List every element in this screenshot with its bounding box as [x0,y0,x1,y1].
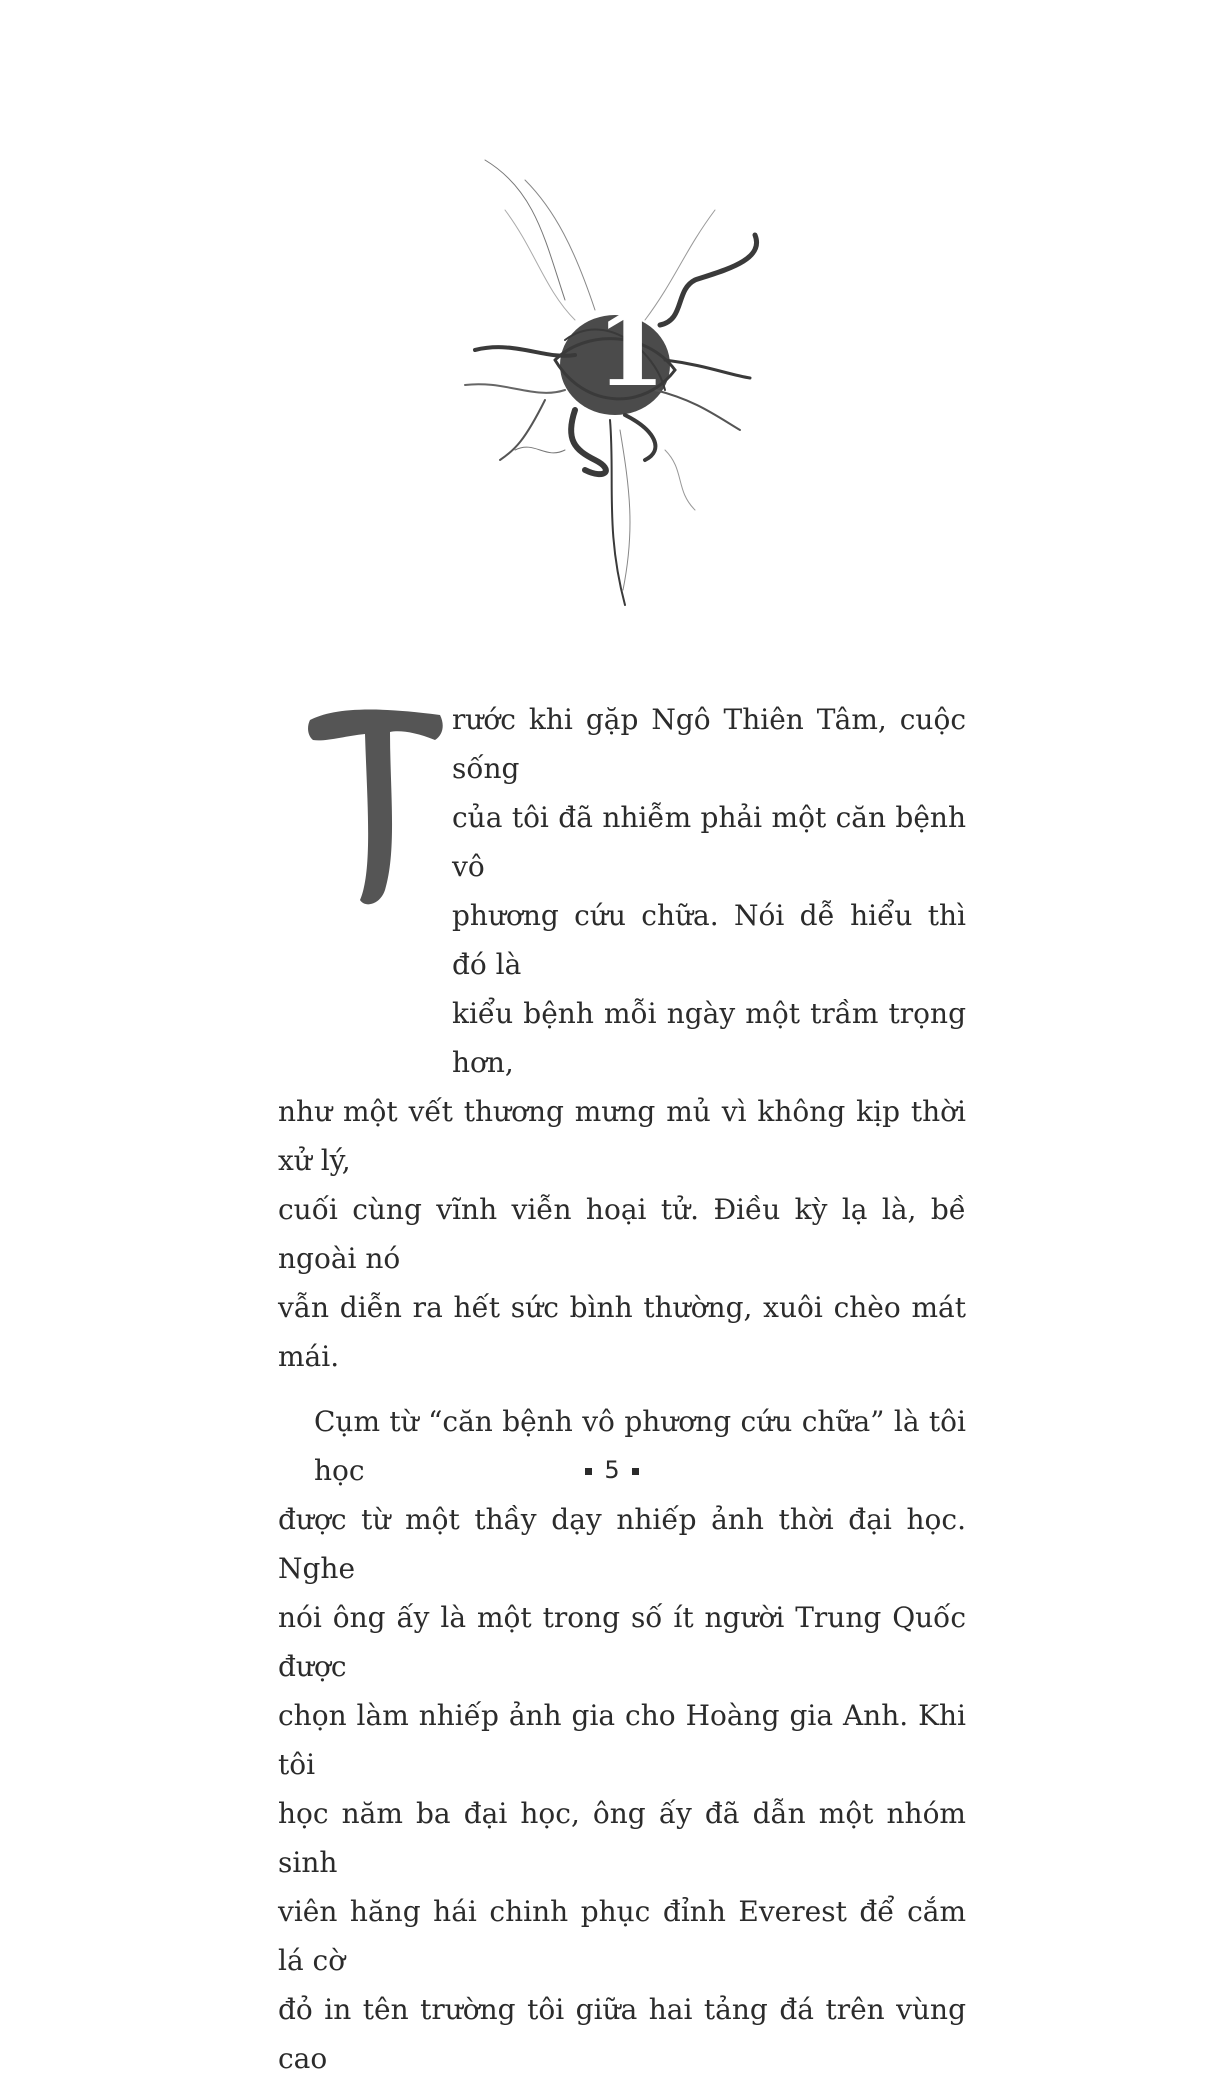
paragraph-1-line: vẫn diễn ra hết sức bình thường, xuôi chèo mát mái. [278,1291,966,1373]
paragraph-1-line: kiểu bệnh mỗi ngày một trầm trọng hơn, [452,997,966,1079]
paragraph-2-line: học năm ba đại học, ông ấy đã dẫn một nhóm sinh [278,1797,966,1879]
paragraph-2-line: được từ một thầy dạy nhiếp ảnh thời đại học. Nghe [278,1503,966,1585]
paragraph-1-line: của tôi đã nhiễm phải một căn bệnh vô [452,801,966,883]
paragraph-2-line: Cụm từ “căn bệnh vô phương cứu chữa” là tôi học [314,1405,966,1487]
paragraph-2-line: chọn làm nhiếp ảnh gia cho Hoàng gia Anh. Khi tôi [278,1699,966,1781]
paragraph-1-line: như một vết thương mưng mủ vì không kịp thời xử lý, [278,1095,966,1177]
paragraph-2-line: viên hăng hái chinh phục đỉnh Everest để cắm lá cờ [278,1895,966,1977]
paragraph-2-line: nói ông ấy là một trong số ít người Trung Quốc được [278,1601,966,1683]
square-bullet-icon [585,1468,592,1475]
paragraph-2 [278,1397,966,2083]
paragraph-1 [278,695,966,1381]
paragraph-1-line: phương cứu chữa. Nói dễ hiểu thì đó là [452,899,966,981]
square-bullet-icon [632,1468,639,1475]
page-number [0,1456,1224,1484]
paragraph-1-line: cuối cùng vĩnh viễn hoại tử. Điều kỳ lạ là, bề ngoài nó [278,1193,966,1275]
body-text [278,695,966,2083]
chapter-number: 1 [596,291,666,409]
page-number-text: 5 [604,1456,620,1484]
paragraph-2-line: đỏ in tên trường tôi giữa hai tảng đá trên vùng cao [278,1993,966,2075]
paragraph-1-line: rước khi gặp Ngô Thiên Tâm, cuộc sống [452,703,966,785]
